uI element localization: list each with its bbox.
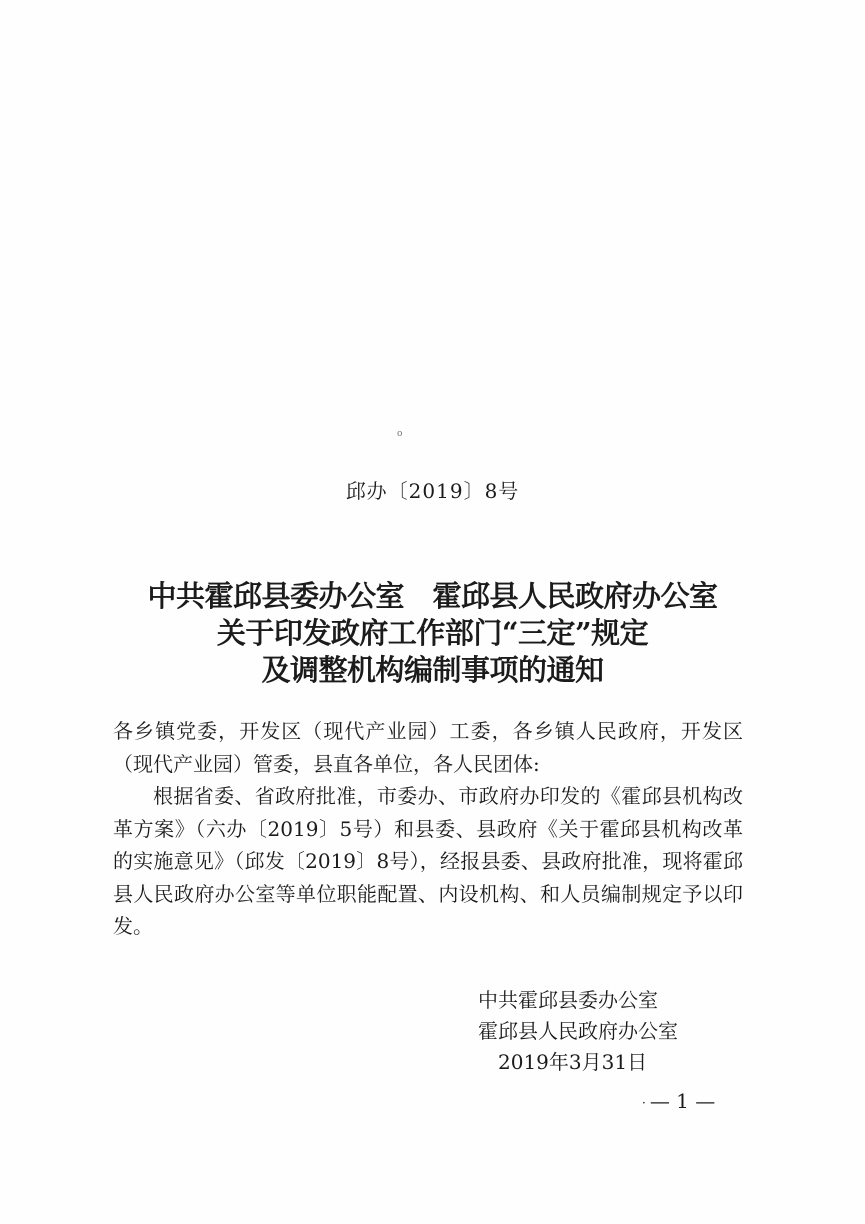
document-number: 邱办〔2019〕8号 bbox=[345, 479, 520, 503]
signature-block bbox=[478, 985, 678, 1078]
title-line-1: 中共霍邱县委办公室 霍邱县人民政府办公室 bbox=[147, 579, 718, 613]
document-title bbox=[0, 578, 865, 689]
signing-org-2: 霍邱县人民政府办公室 bbox=[478, 1019, 678, 1043]
page-number-text: — 1 — bbox=[649, 1089, 716, 1113]
signing-org-1: 中共霍邱县委办公室 bbox=[478, 988, 658, 1012]
main-paragraph: 根据省委、省政府批准，市委办、市政府办印发的《霍邱县机构改革方案》（六办〔2019〕5号）和县委、县政府《关于霍邱县机构改革的实施意见》（邱发〔2019〕8号），经报县委、县政府批准，现将霍邱县人民政府办公室等单位职能配置、内设机构、和人员编制规定予以印发。 bbox=[113, 784, 743, 938]
dot-mark: · bbox=[642, 1095, 646, 1110]
title-line-2: 关于印发政府工作部门“三定”规定 bbox=[216, 616, 649, 650]
recipients-paragraph: 各乡镇党委，开发区（现代产业园）工委，各乡镇人民政府，开发区（现代产业园）管委，县直各单位，各人民团体: bbox=[113, 719, 743, 776]
page-number bbox=[642, 1086, 715, 1118]
scan-speck: o bbox=[397, 429, 403, 439]
document-body bbox=[113, 715, 743, 943]
signing-date: 2019年3月31日 bbox=[498, 1050, 648, 1074]
title-line-3: 及调整机构编制事项的通知 bbox=[261, 653, 604, 687]
